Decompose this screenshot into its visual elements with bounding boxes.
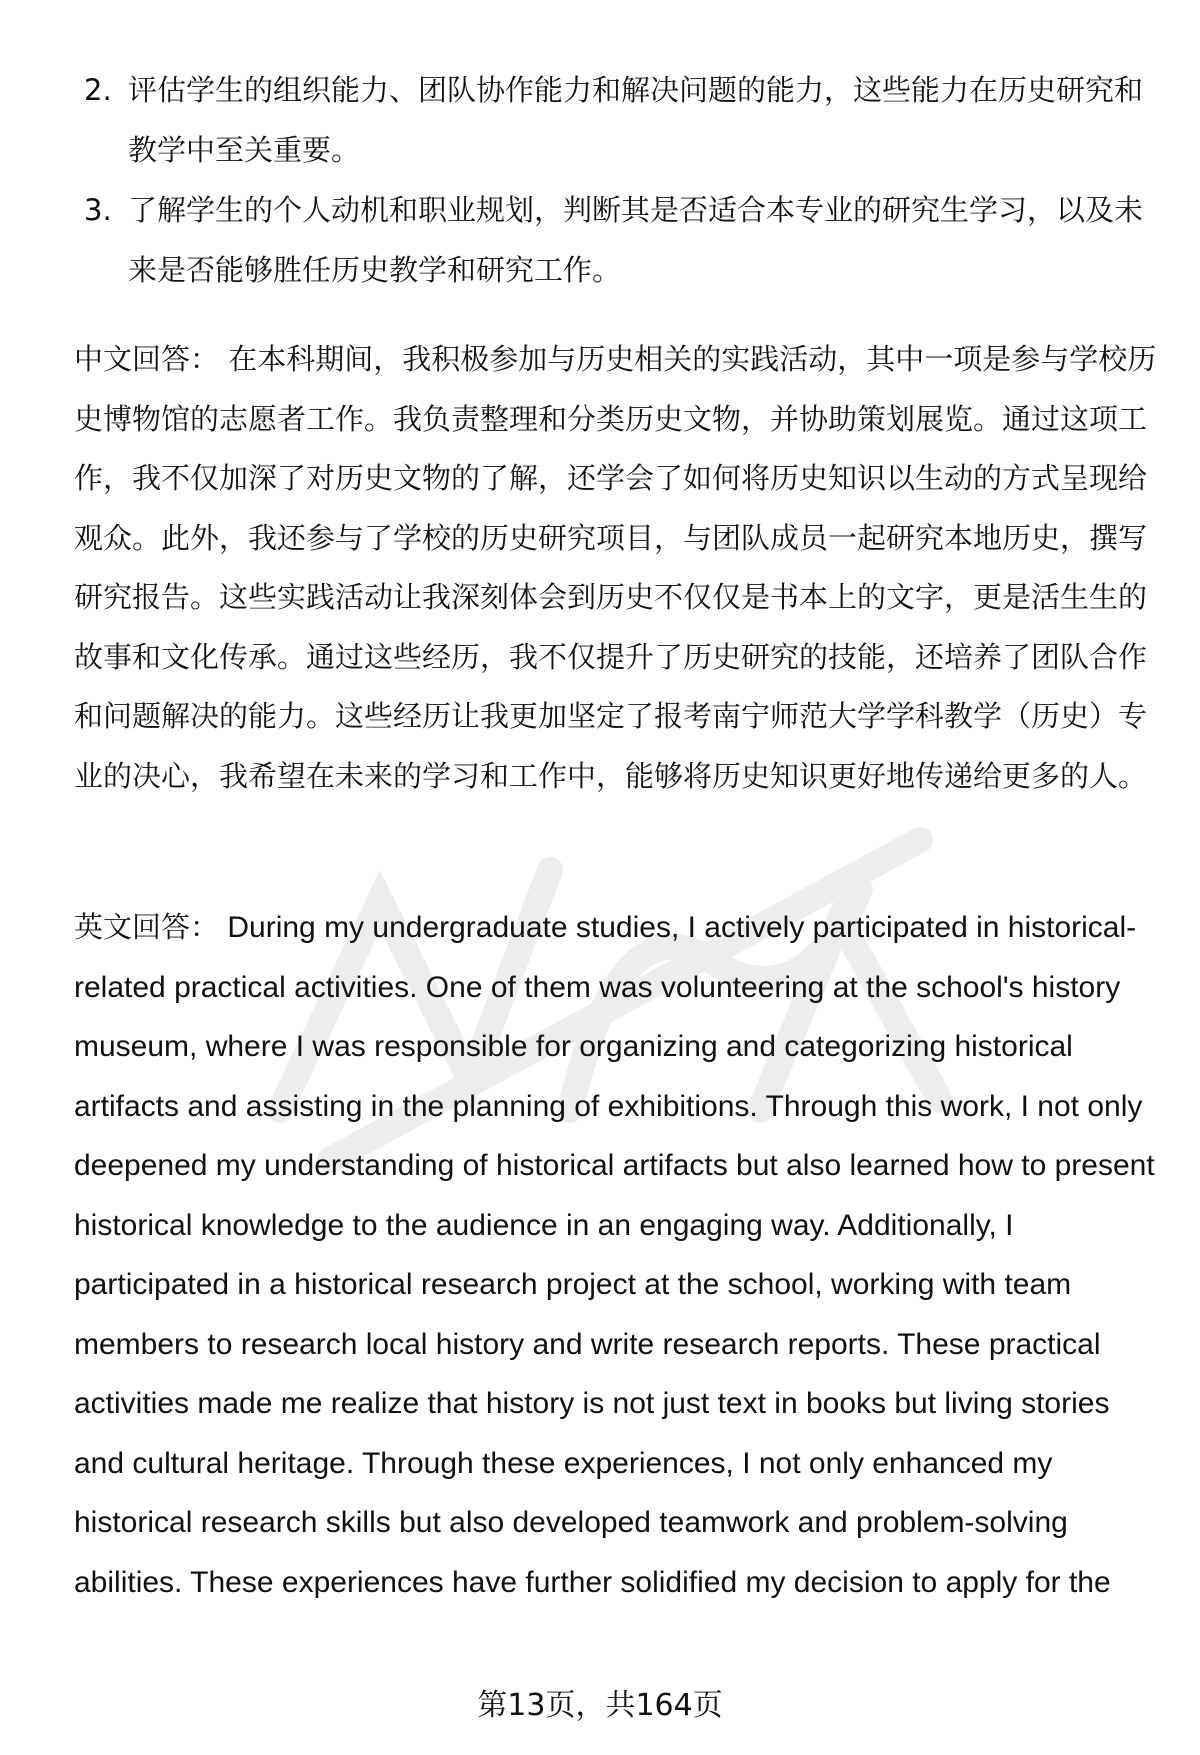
page-number-label: 第13页，共164页 [477,1688,723,1723]
english-answer-text: During my undergraduate studies, I actively participated in historical-related practical activities. One of them was volunteering at the school's history museum, where I was responsible for organizing and categorizing historical artifacts and assisting in the planning of exhibitions. Through this work, I not only deepened my understanding of historical artifacts but also learned how to present historical knowledge to the audience in an engaging way. Additionally, I participated in a historical research project at the school, working with team members to research local history and write research reports. These practical activities made me realize that history is not just text in books but living stories and cultural heritage. Through these experiences, I not only enhanced my historical research skills but also developed teamwork and problem-solving abilities. These experiences have further solidified my decision to apply for the [74,911,1155,1599]
chinese-answer-paragraph [74,330,1160,806]
list-item-number: 3. [84,193,112,227]
list-item [84,60,1144,180]
list-item-number: 2. [84,73,112,107]
list-item-text: 评估学生的组织能力、团队协作能力和解决问题的能力，这些能力在历史研究和教学中至关重要。 [128,73,1144,167]
english-answer-paragraph [74,898,1160,1612]
english-answer-label: 英文回答： [74,910,220,944]
list-item [84,180,1144,300]
criteria-list [84,60,1144,300]
page-footer [0,1686,1200,1726]
chinese-answer-text: 在本科期间，我积极参加与历史相关的实践活动，其中一项是参与学校历史博物馆的志愿者工作。我负责整理和分类历史文物，并协助策划展览。通过这项工作，我不仅加深了对历史文物的了解，还学会了如何将历史知识以生动的方式呈现给观众。此外，我还参与了学校的历史研究项目，与团队成员一起研究本地历史，撰写研究报告。这些实践活动让我深刻体会到历史不仅仅是书本上的文字，更是活生生的故事和文化传承。通过这些经历，我不仅提升了历史研究的技能，还培养了团队合作和问题解决的能力。这些经历让我更加坚定了报考南宁师范大学学科教学（历史）专业的决心，我希望在未来的学习和工作中，能够将历史知识更好地传递给更多的人。 [74,342,1157,793]
chinese-answer-label: 中文回答： [74,342,220,376]
list-item-text: 了解学生的个人动机和职业规划，判断其是否适合本专业的研究生学习，以及未来是否能够胜任历史教学和研究工作。 [128,193,1144,287]
